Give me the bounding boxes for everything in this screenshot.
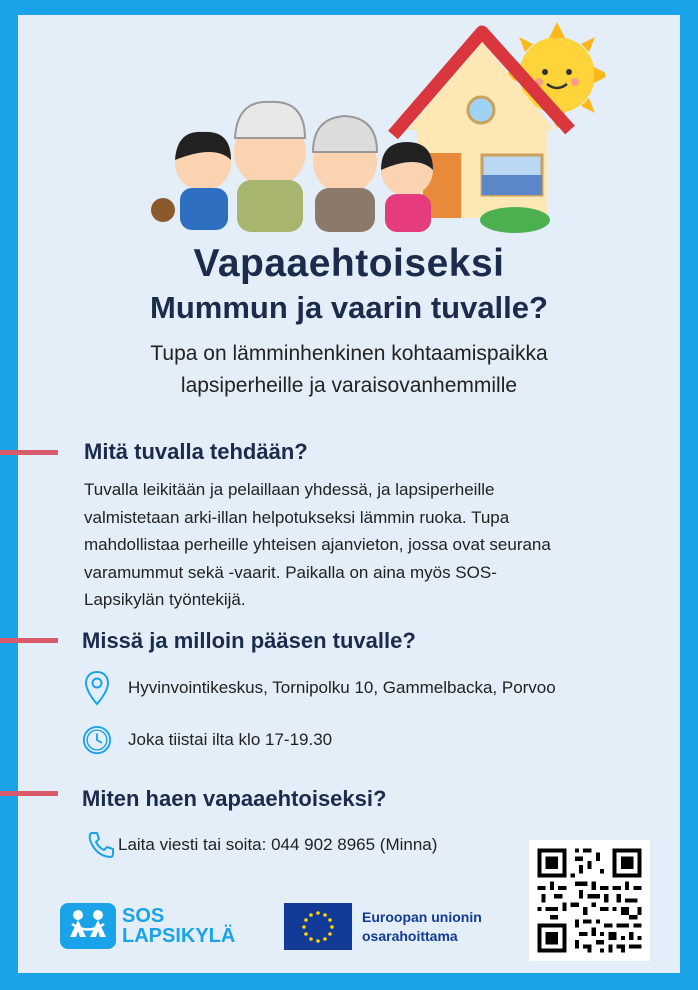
phone-icon	[86, 830, 116, 860]
intro-text	[0, 338, 698, 402]
family-icon	[151, 102, 433, 232]
sos-logo-line1: SOS	[122, 905, 165, 927]
qr-code[interactable]	[529, 840, 650, 961]
page-title: Vapaaehtoiseksi	[193, 242, 505, 285]
section-heading-what: Mitä tuvalla tehdään?	[84, 439, 308, 464]
body-line: Lapsikylän työntekijä.	[84, 590, 246, 609]
location-row	[82, 670, 556, 706]
eu-flag-icon	[284, 903, 352, 950]
eu-logo-line1: Euroopan unionin	[362, 908, 482, 925]
eu-logo-line2: osarahoittama	[362, 927, 458, 944]
contact-text: Laita viesti tai soita: 044 902 8965 (Minna)	[118, 835, 438, 854]
eu-logo	[284, 903, 482, 950]
section-marker	[0, 450, 58, 455]
location-pin-icon	[82, 670, 112, 706]
time-row	[82, 722, 332, 758]
body-line: valmistetaan arki-illan helpotukseksi lämmin ruoka. Tupa	[84, 507, 510, 527]
sos-lapsikyla-logo	[60, 903, 235, 949]
contact-row	[86, 830, 437, 860]
section-marker	[0, 791, 58, 796]
family-house-illustration	[145, 20, 605, 235]
intro-line: lapsiperheille ja varaisovanhemmille	[180, 374, 518, 397]
section-heading-where: Missä ja milloin pääsen tuvalle?	[82, 628, 416, 653]
body-line: varamummut sekä -vaarit. Paikalla on aina myös SOS-	[84, 562, 497, 582]
time-text: Joka tiistai ilta klo 17-19.30	[128, 730, 333, 749]
section-heading-how: Miten haen vapaaehtoiseksi?	[82, 786, 387, 811]
page-subtitle: Mummun ja vaarin tuvalle?	[150, 290, 548, 325]
body-line: mahdollistaa perheille yhteisen ajanvieton, jossa ovat seurana	[84, 535, 551, 554]
section-marker	[0, 638, 58, 643]
sos-logo-line2: LAPSIKYLÄ	[122, 925, 236, 947]
clock-icon	[82, 722, 112, 758]
location-text: Hyvinvointikeskus, Tornipolku 10, Gammelbacka, Porvoo	[128, 678, 556, 697]
section-body-what	[84, 476, 649, 614]
sos-logo-icon	[60, 903, 116, 949]
body-line: Tuvalla leikitään ja pelaillaan yhdessä, ja lapsiperheille	[84, 480, 495, 499]
intro-line: Tupa on lämminhenkinen kohtaamispaikka	[150, 342, 548, 365]
